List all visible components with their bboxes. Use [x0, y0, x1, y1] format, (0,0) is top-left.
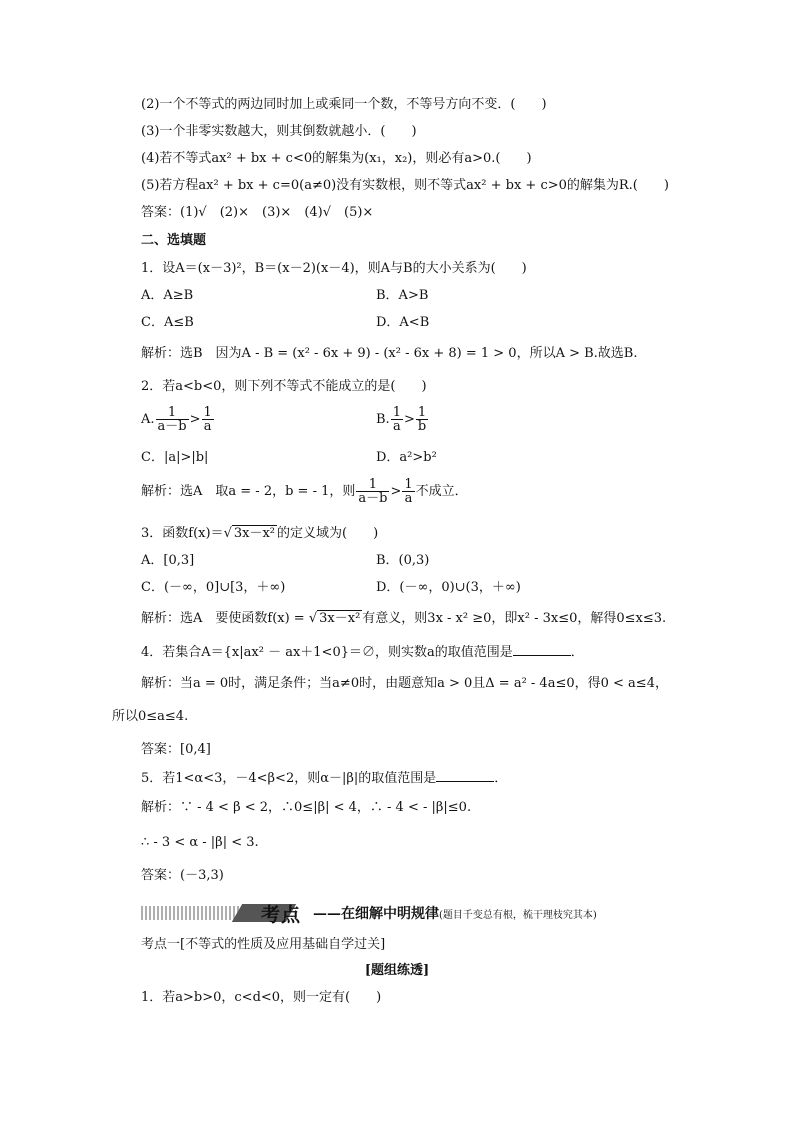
p5-analysis-line1: 解析：∵ - 4 < β < 2，∴0≤|β| < 4，∴ - 4 < - |β|≤0. [141, 800, 472, 815]
p2-option-c: C．|a|>|b| [141, 450, 209, 465]
p2-analysis: 解析：选A 取a = - 2，b = - 1，则 $\frac{1}{a-b}$ > $\frac{1}{a}$ 不成立． [141, 477, 468, 506]
kp1-q1: 1．若a>b>0，c<d<0，则一定有( ) [141, 990, 382, 1005]
p2-option-d: D．a²>b² [376, 450, 437, 465]
p2-option-b: B. $\frac{1}{a}$ > $\frac{1}{b}$ [376, 405, 427, 434]
judge-q3: (3)一个非零实数越大，则其倒数就越小．( ) [141, 124, 417, 139]
fraction: $\frac{1}{a}$ [203, 405, 212, 434]
p2-stem: 2．若a<b<0，则下列不等式不能成立的是( ) [141, 379, 427, 394]
p2-options-row2 [141, 449, 754, 467]
banner-note: (题目千变总有根，梳干理枝究其本) [439, 910, 597, 921]
p5-answer: 答案：(－3,3) [141, 868, 224, 883]
section-banner [141, 900, 661, 926]
judge-q4: (4)若不等式ax² + bx + c<0的解集为(x₁，x₂)，则必有a>0.( ) [141, 151, 532, 166]
radical: 3x－x² [233, 526, 276, 541]
radical: 3x－x² [319, 611, 361, 626]
p3-analysis: 解析：选A 要使函数f(x) = √ 3x－x² 有意义，则3x - x² ≥0，即x² - 3x≤0，解得0≤x≤3. [141, 611, 667, 626]
p3-option-c: C．(－∞，0]∪[3，＋∞) [141, 580, 286, 595]
p1-option-c: C．A≤B [141, 315, 194, 330]
p1-stem: 1．设A＝(x－3)²，B＝(x－2)(x－4)，则A与B的大小关系为( ) [141, 261, 527, 276]
p1-options-row2 [141, 314, 754, 332]
answer-blank [436, 769, 494, 782]
fraction: $\frac{1}{a-b}$ [358, 477, 388, 506]
kp1-title: 考点一[不等式的性质及应用基础自学过关] [141, 937, 386, 952]
fraction: $\frac{1}{a}$ [404, 477, 413, 506]
p5-stem: 5．若1<α<3，－4<β<2，则α－|β|的取值范围是 ． [141, 771, 508, 786]
fraction: $\frac{1}{a}$ [392, 405, 401, 434]
p5-analysis-line2: ∴ - 3 < α - |β| < 3. [141, 835, 259, 850]
p3-option-d: D．(－∞，0)∪(3，＋∞) [376, 580, 521, 595]
p3-option-a: A．[0,3] [141, 553, 195, 568]
answer-blank [513, 643, 571, 656]
fraction: $\frac{1}{a-b}$ [157, 405, 187, 434]
p3-stem: 3．函数f(x)＝√ 3x－x² 的定义域为( ) [141, 526, 379, 541]
p1-options-row1 [141, 287, 754, 305]
judge-answer: 答案：(1)√ (2)× (3)× (4)√ (5)× [141, 205, 374, 220]
banner-title: 考点 [261, 904, 302, 926]
p4-answer: 答案：[0,4] [141, 742, 211, 757]
p3-options-row2 [141, 579, 754, 597]
p3-option-b: B．(0,3) [376, 553, 430, 568]
p2-options-row1 [141, 406, 754, 440]
p1-option-d: D．A<B [376, 315, 430, 330]
p2-option-a: A. $\frac{1}{a-b}$ > $\frac{1}{a}$ [141, 405, 212, 434]
p4-analysis-line2: 所以0≤a≤4. [112, 709, 189, 724]
banner-subtitle: ——在细解中明规律(题目千变总有根，梳干理枝究其本) [313, 906, 597, 922]
p1-option-b: B．A>B [376, 288, 429, 303]
p3-options-row1 [141, 552, 754, 570]
section-title: 二、选填题 [141, 233, 207, 248]
judge-q2: (2)一个不等式的两边同时加上或乘同一个数，不等号方向不变．( ) [141, 97, 547, 112]
p1-option-a: A．A≥B [141, 288, 194, 303]
p4-stem: 4．若集合A＝{x|ax² － ax＋1<0}＝∅，则实数a的取值范围是 ． [141, 645, 584, 660]
fraction: $\frac{1}{b}$ [417, 405, 427, 434]
judge-q5: (5)若方程ax² + bx + c=0(a≠0)没有实数根，则不等式ax² + bx + c>0的解集为R.( ) [141, 178, 669, 193]
p4-analysis-line1: 解析：当a = 0时，满足条件；当a≠0时，由题意知a > 0且Δ = a² - 4a≤0，得0 < a≤4， [141, 676, 668, 691]
drill-title: [题组练透] [364, 963, 430, 978]
p1-analysis: 解析：选B 因为A - B = (x² - 6x + 9) - (x² - 6x + 8) = 1 > 0，所以A > B.故选B. [141, 346, 638, 361]
